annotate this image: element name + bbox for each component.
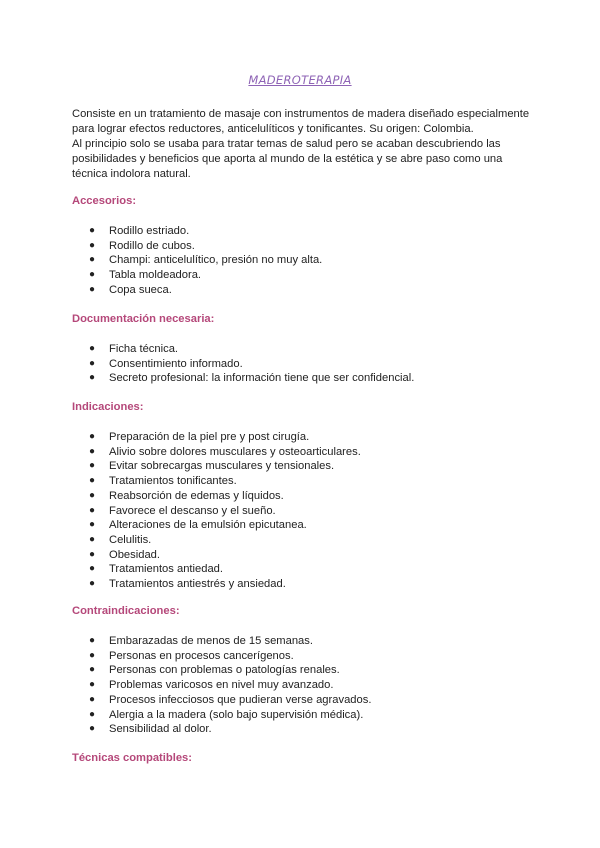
list-item-text: Personas con problemas o patologías renales.	[109, 664, 340, 677]
list-item-text: Sensibilidad al dolor.	[109, 723, 212, 736]
list-item-text: Tratamientos antiestrés y ansiedad.	[109, 578, 286, 591]
bullet-icon: ●	[89, 679, 96, 691]
list-item	[72, 430, 361, 445]
list-item-text: Rodillo de cubos.	[109, 239, 195, 252]
list-item	[72, 268, 322, 283]
list-item	[72, 708, 371, 723]
list-item	[72, 474, 361, 489]
list-item-text: Copa sueca.	[109, 283, 172, 296]
bullet-icon: ●	[89, 693, 96, 705]
bullet-icon: ●	[89, 357, 96, 369]
bullet-icon: ●	[89, 445, 96, 457]
list-item-text: Embarazadas de menos de 15 semanas.	[109, 635, 313, 647]
list-item	[72, 548, 361, 563]
list-item-text: Personas en procesos cancerígenos.	[109, 649, 294, 662]
list-item-text: Alteraciones de la emulsión epicutanea.	[109, 519, 307, 532]
list-documentacion	[72, 342, 414, 386]
bullet-icon: ●	[89, 225, 96, 236]
list-item-text: Procesos infecciosos que pudieran verse agravados.	[109, 693, 372, 706]
list-item	[72, 504, 361, 519]
list-item	[72, 342, 414, 357]
bullet-icon: ●	[89, 269, 96, 281]
list-item	[72, 663, 371, 678]
bullet-icon: ●	[89, 519, 96, 531]
bullet-icon: ●	[89, 723, 96, 735]
list-item	[72, 533, 361, 548]
list-item	[72, 283, 322, 298]
list-item-text: Celulitis.	[109, 533, 152, 546]
list-item-text: Champi: anticelulítico, presión no muy alta.	[109, 254, 323, 267]
heading-tecnicas: Técnicas compatibles:	[72, 752, 192, 764]
list-item	[72, 518, 361, 533]
bullet-icon: ●	[89, 664, 96, 676]
heading-documentacion: Documentación necesaria:	[72, 313, 215, 325]
list-indicaciones	[72, 430, 361, 592]
intro-line: Consiste en un tratamiento de masaje con instrumentos de madera diseñado especialmente	[72, 108, 530, 120]
list-item-text: Reabsorción de edemas y líquidos.	[109, 489, 284, 502]
bullet-icon: ●	[89, 343, 96, 354]
list-contraindicaciones	[72, 634, 371, 737]
bullet-icon: ●	[89, 372, 96, 384]
list-item	[72, 239, 322, 254]
list-item	[72, 459, 361, 474]
list-item	[72, 253, 322, 268]
list-item-text: Alergia a la madera (solo bajo supervisión médica).	[109, 708, 364, 721]
bullet-icon: ●	[89, 239, 96, 251]
list-item-text: Tabla moldeadora.	[109, 269, 202, 282]
bullet-icon: ●	[89, 254, 96, 266]
list-item	[72, 371, 414, 386]
list-item-text: Tratamientos tonificantes.	[109, 475, 237, 488]
bullet-icon: ●	[89, 489, 96, 501]
list-item-text: Consentimiento informado.	[109, 357, 243, 370]
list-item	[72, 649, 371, 664]
bullet-icon: ●	[89, 708, 96, 720]
list-item-text: Preparación de la piel pre y post cirugía.	[109, 431, 310, 443]
heading-indicaciones: Indicaciones:	[72, 401, 144, 413]
list-item	[72, 577, 361, 592]
list-item-text: Secreto profesional: la información tiene que ser confidencial.	[109, 372, 415, 385]
heading-contraindicaciones: Contraindicaciones:	[72, 605, 180, 617]
bullet-icon: ●	[89, 475, 96, 487]
list-item	[72, 357, 414, 372]
intro-line: técnica indolora natural.	[72, 168, 191, 180]
bullet-icon: ●	[89, 578, 96, 590]
list-item-text: Alivio sobre dolores musculares y osteoarticulares.	[109, 445, 361, 458]
list-item	[72, 678, 371, 693]
bullet-icon: ●	[89, 431, 96, 442]
list-item	[72, 489, 361, 504]
list-accesorios	[72, 224, 322, 298]
list-item-text: Ficha técnica.	[109, 343, 179, 355]
list-item	[72, 693, 371, 708]
bullet-icon: ●	[89, 563, 96, 575]
bullet-icon: ●	[89, 548, 96, 560]
list-item	[72, 224, 322, 239]
bullet-icon: ●	[89, 649, 96, 661]
list-item	[72, 445, 361, 460]
bullet-icon: ●	[89, 283, 96, 295]
bullet-icon: ●	[89, 635, 96, 646]
document-title: MADEROTERAPIA	[248, 73, 352, 87]
intro-line: Al principio solo se usaba para tratar temas de salud pero se acaban descubriendo las	[72, 138, 501, 150]
intro-paragraph	[72, 107, 542, 182]
intro-line: para lograr efectos reductores, anticelulíticos y tonificantes. Su origen: Colombia.	[72, 123, 474, 135]
list-item-text: Obesidad.	[109, 548, 160, 561]
list-item-text: Evitar sobrecargas musculares y tensionales.	[109, 460, 335, 473]
bullet-icon: ●	[89, 533, 96, 545]
intro-line: posibilidades y beneficios que aporta al mundo de la estética y se abre paso como una	[72, 153, 503, 165]
list-item-text: Rodillo estriado.	[109, 225, 190, 237]
list-item-text: Tratamientos antiedad.	[109, 563, 224, 576]
heading-accesorios: Accesorios:	[72, 195, 137, 207]
list-item-text: Favorece el descanso y el sueño.	[109, 504, 276, 517]
bullet-icon: ●	[89, 460, 96, 472]
list-item-text: Problemas varicosos en nivel muy avanzado.	[109, 679, 334, 692]
list-item	[72, 562, 361, 577]
list-item	[72, 634, 371, 649]
list-item	[72, 722, 371, 737]
bullet-icon: ●	[89, 504, 96, 516]
